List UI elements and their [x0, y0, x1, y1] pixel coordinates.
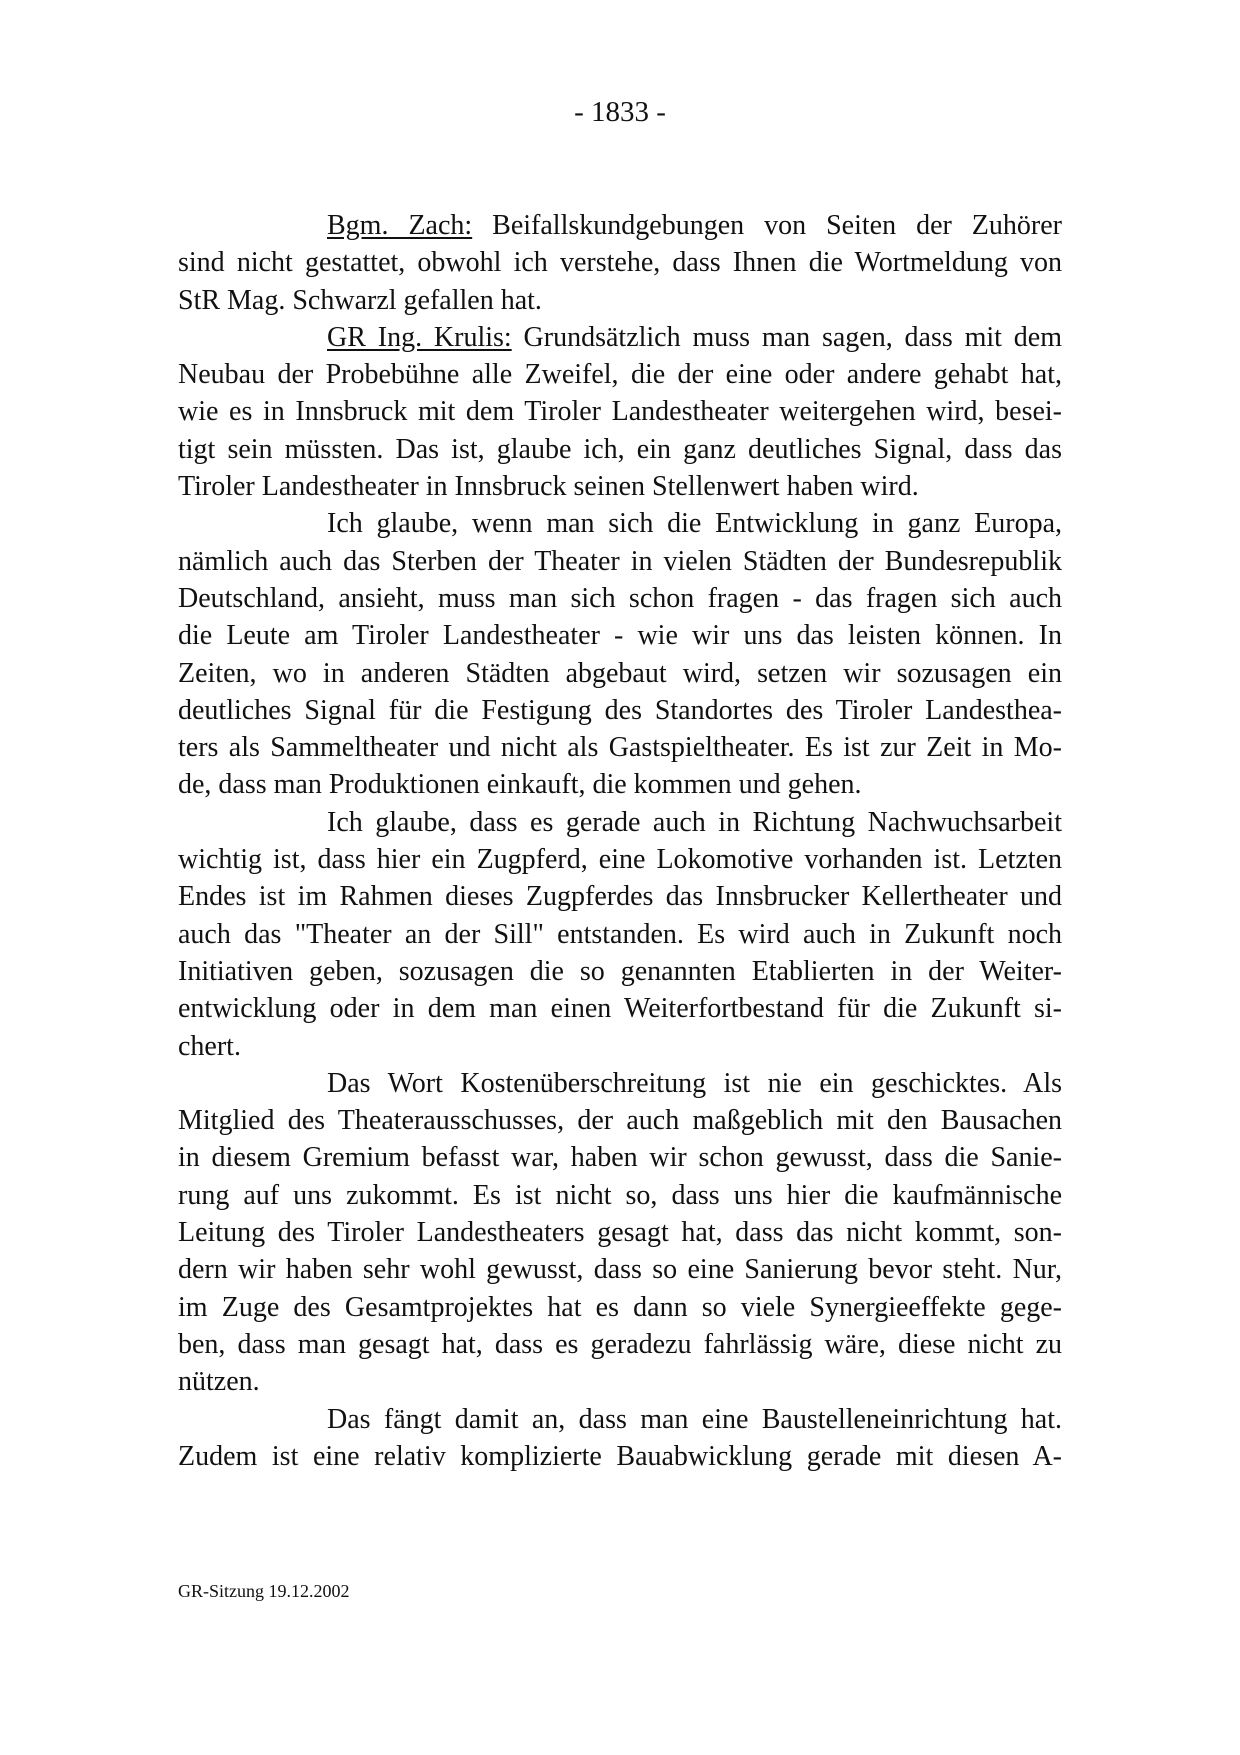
text-line: sind nicht gestattet, obwohl ich verstehe, dass Ihnen die Wortmeldung von — [178, 247, 1062, 279]
text-line: Deutschland, ansieht, muss man sich schon fragen - das fragen sich auch — [178, 582, 1062, 614]
text-line: nämlich auch das Sterben der Theater in vielen Städten der Bundesrepublik — [178, 545, 1062, 577]
paragraph — [178, 1401, 1062, 1476]
text-line: entwicklung oder in dem man einen Weiterfortbestand für die Zukunft si- — [178, 993, 1062, 1025]
paragraph — [178, 804, 1062, 1065]
text-line: die Leute am Tiroler Landestheater - wie wir uns das leisten können. In — [178, 620, 1062, 652]
text-line: StR Mag. Schwarzl gefallen hat. — [178, 284, 542, 316]
text-line: Zeiten, wo in anderen Städten abgebaut wird, setzen wir sozusagen ein — [178, 657, 1062, 689]
paragraph — [178, 207, 1062, 319]
text-line: nützen. — [178, 1366, 260, 1398]
text-line: wichtig ist, dass hier ein Zugpferd, eine Lokomotive vorhanden ist. Letzten — [178, 844, 1062, 876]
footer-session-date: GR-Sitzung 19.12.2002 — [178, 1581, 350, 1601]
text-line: de, dass man Produktionen einkauft, die kommen und gehen. — [178, 769, 862, 801]
text-line: tigt sein müssten. Das ist, glaube ich, ein ganz deutliches Signal, dass das — [178, 433, 1062, 465]
text-line: wie es in Innsbruck mit dem Tiroler Landestheater weitergehen wird, besei- — [178, 396, 1062, 428]
text-line — [178, 319, 1062, 356]
text-line: chert. — [178, 1030, 241, 1062]
text-line: auch das "Theater an der Sill" entstanden. Es wird auch in Zukunft noch — [178, 918, 1062, 950]
text-line: ben, dass man gesagt hat, dass es geradezu fahrlässig wäre, diese nicht zu — [178, 1328, 1062, 1360]
text-line: Das fängt damit an, dass man eine Baustelleneinrichtung hat. — [327, 1403, 1062, 1435]
speech-text: Beifallskundgebungen von Seiten der Zuhörer — [472, 210, 1062, 241]
page-number: - 1833 - — [574, 96, 666, 128]
paragraph — [178, 1065, 1062, 1401]
text-line: dern wir haben sehr wohl gewusst, dass so eine Sanierung bevor steht. Nur, — [178, 1254, 1062, 1286]
paragraph — [178, 505, 1062, 803]
document-body — [178, 207, 1062, 1475]
paragraph — [178, 319, 1062, 505]
text-line: Endes ist im Rahmen dieses Zugpferdes das Innsbrucker Kellertheater und — [178, 881, 1062, 913]
text-line: Mitglied des Theaterausschusses, der auch maßgeblich mit den Bausachen — [178, 1105, 1062, 1137]
text-line: im Zuge des Gesamtprojektes hat es dann so viele Synergieeffekte gege- — [178, 1291, 1062, 1323]
speaker-name: GR Ing. Krulis: — [327, 321, 512, 353]
speech-text: Grundsätzlich muss man sagen, dass mit dem — [511, 321, 1063, 353]
text-line — [178, 207, 1062, 244]
text-line: Ich glaube, wenn man sich die Entwicklung in ganz Europa, — [327, 508, 1062, 540]
text-line: Leitung des Tiroler Landestheaters gesagt hat, dass das nicht kommt, son- — [178, 1217, 1062, 1249]
text-line: deutliches Signal für die Festigung des Standortes des Tiroler Landesthea- — [178, 694, 1062, 726]
text-line: rung auf uns zukommt. Es ist nicht so, dass uns hier die kaufmännische — [178, 1179, 1062, 1211]
text-line: Das Wort Kostenüberschreitung ist nie ein geschicktes. Als — [327, 1067, 1062, 1099]
text-line: Tiroler Landestheater in Innsbruck seinen Stellenwert haben wird. — [178, 471, 919, 503]
speaker-name: Bgm. Zach: — [327, 210, 473, 241]
text-line: Zudem ist eine relativ komplizierte Bauabwicklung gerade mit diesen A- — [178, 1440, 1062, 1472]
text-line: Ich glaube, dass es gerade auch in Richtung Nachwuchsarbeit — [327, 806, 1062, 838]
text-line: ters als Sammeltheater und nicht als Gastspieltheater. Es ist zur Zeit in Mo- — [178, 732, 1062, 764]
text-line: in diesem Gremium befasst war, haben wir schon gewusst, dass die Sanie- — [178, 1142, 1062, 1174]
text-line: Neubau der Probebühne alle Zweifel, die der eine oder andere gehabt hat, — [178, 359, 1062, 391]
text-line: Initiativen geben, sozusagen die so genannten Etablierten in der Weiter- — [178, 955, 1062, 987]
